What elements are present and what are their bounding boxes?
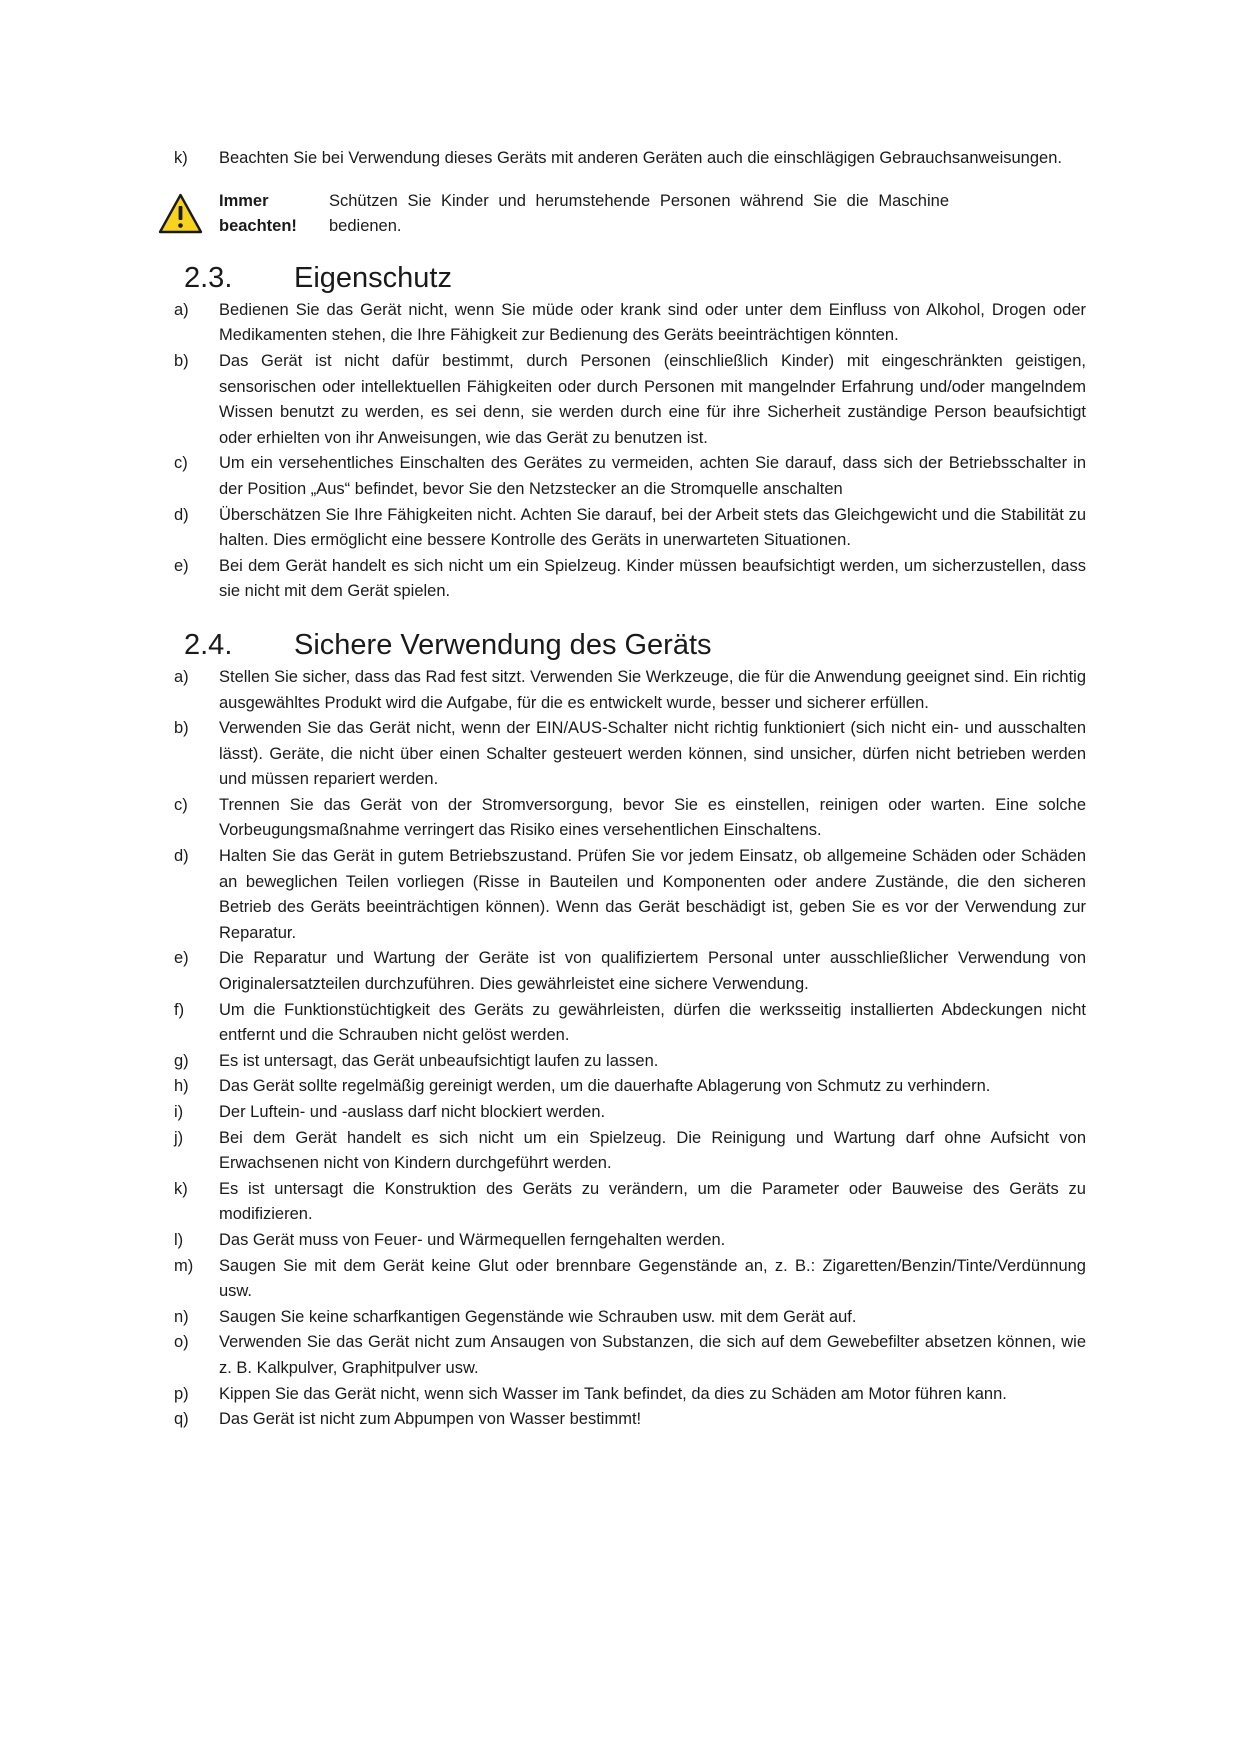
item-text: Verwenden Sie das Gerät nicht zum Ansaugen von Substanzen, die sich auf dem Gewebefilter absetzen können, wie z. B. Kalkpulver, Graphitpulver usw. (219, 1333, 1086, 1377)
warning-triangle-icon (158, 193, 203, 235)
item-text: Das Gerät sollte regelmäßig gereinigt werden, um die dauerhafte Ablagerung von Schmutz zu verhindern. (219, 1077, 991, 1096)
list-item (174, 1126, 1086, 1177)
list-item (174, 451, 1086, 502)
section-heading-2-3 (184, 260, 1086, 296)
item-text: Die Reparatur und Wartung der Geräte ist von qualifiziertem Personal unter ausschließlicher Verwendung von Originalersatzteilen durchzuführen. Dies gewährleistet eine sichere Verwendung. (219, 949, 1086, 994)
item-text: Bedienen Sie das Gerät nicht, wenn Sie müde oder krank sind oder unter dem Einfluss von Alkohol, Drogen oder Medikamenten stehen, die Ihre Fähigkeit zur Bedienung des Geräts beeinträchtigen könnten. (219, 300, 1086, 345)
list-item (174, 298, 1086, 349)
item-marker: q) (174, 1410, 189, 1429)
item-marker: b) (174, 719, 189, 738)
item-marker: i) (174, 1103, 184, 1121)
list-item (174, 1074, 1086, 1100)
list-item (174, 503, 1086, 554)
list-item (174, 793, 1086, 844)
section-2-3-list (174, 298, 1086, 605)
item-text: Es ist untersagt, das Gerät unbeaufsichtigt laufen zu lassen. (219, 1051, 659, 1070)
item-text: Trennen Sie das Gerät von der Stromversorgung, bevor Sie es einstellen, reinigen oder warten. Eine solche Vorbeugungsmaßnahme verringert das Risiko eines versehentlichen Einschaltens. (219, 795, 1086, 840)
list-item (174, 844, 1086, 946)
item-marker: e) (174, 556, 189, 575)
item-text: Es ist untersagt die Konstruktion des Geräts zu verändern, um die Parameter oder Bauweise des Geräts zu modifizieren. (219, 1179, 1086, 1224)
item-text: Das Gerät muss von Feuer- und Wärmequellen ferngehalten werden. (219, 1230, 726, 1249)
page-content (174, 146, 1086, 1433)
warning-label: Immer beachten! (219, 191, 297, 236)
section-heading-2-4 (184, 627, 1086, 663)
list-item (174, 998, 1086, 1049)
list-item (174, 1407, 1086, 1433)
item-marker: m) (174, 1256, 194, 1275)
item-marker: a) (174, 300, 189, 319)
item-text: Beachten Sie bei Verwendung dieses Geräts mit anderen Geräten auch die einschlägigen Gebrauchsanweisungen. (219, 149, 1062, 167)
list-item (174, 349, 1086, 451)
item-marker: j) (174, 1128, 184, 1147)
list-item (174, 665, 1086, 716)
item-text: Halten Sie das Gerät in gutem Betriebszustand. Prüfen Sie vor jedem Einsatz, ob allgemeine Schäden oder Schäden an beweglichen Teilen vorliegen (Risse in Bauteilen und Komponenten oder andere Zustände, die den sicheren Betrieb des Geräts beeinträchtigen können). Wenn das Gerät beschädigt ist, geben Sie es vor der Verwendung zur Reparatur. (219, 847, 1086, 942)
list-item (174, 1177, 1086, 1228)
list-item (174, 146, 1086, 172)
item-marker: k) (174, 1179, 188, 1198)
item-marker: g) (174, 1051, 189, 1070)
item-text: Um die Funktionstüchtigkeit des Geräts zu gewährleisten, dürfen die werksseitig installierten Abdeckungen nicht entfernt und die Schrauben nicht gelöst werden. (219, 1000, 1086, 1045)
list-item (174, 946, 1086, 997)
list-item (174, 1100, 1086, 1126)
list-item (174, 1330, 1086, 1381)
item-marker: a) (174, 667, 189, 686)
item-marker: h) (174, 1077, 189, 1096)
item-marker: n) (174, 1307, 189, 1326)
item-text: Bei dem Gerät handelt es sich nicht um ein Spielzeug. Kinder müssen beaufsichtigt werden, um sicherzustellen, dass sie nicht mit dem Gerät spielen. (219, 556, 1086, 601)
intro-list (174, 146, 1086, 172)
warning-note (158, 189, 1086, 240)
item-text: Saugen Sie keine scharfkantigen Gegenstände wie Schrauben usw. mit dem Gerät auf. (219, 1307, 857, 1326)
list-item (174, 1254, 1086, 1305)
item-marker: d) (174, 847, 189, 866)
item-marker: p) (174, 1384, 189, 1403)
item-text: Um ein versehentliches Einschalten des Gerätes zu vermeiden, achten Sie darauf, dass sich der Betriebsschalter in der Position „Aus“ befindet, bevor Sie den Netzstecker an die Stromquelle anschalten (219, 454, 1086, 498)
item-marker: c) (174, 795, 188, 814)
list-item (174, 554, 1086, 605)
list-item (174, 1049, 1086, 1075)
item-text: Das Gerät ist nicht dafür bestimmt, durch Personen (einschließlich Kinder) mit eingeschränkten geistigen, sensorischen oder intellektuellen Fähigkeiten oder durch Personen mit mangelnder Erfahrung und/oder mangelndem Wissen benutzt zu werden, es sei denn, sie werden durch eine für ihre Sicherheit zuständige Person beaufsichtigt oder erhielten von ihr Anweisungen, wie das Gerät zu benutzen ist. (219, 351, 1086, 447)
item-marker: k) (174, 149, 188, 167)
item-text: Stellen Sie sicher, dass das Rad fest sitzt. Verwenden Sie Werkzeuge, die für die Anwendung geeignet sind. Ein richtig ausgewähltes Produkt wird die Aufgabe, für die es entwickelt wurde, besser und sicherer erfüllen. (219, 667, 1086, 712)
item-text: Überschätzen Sie Ihre Fähigkeiten nicht. Achten Sie darauf, bei der Arbeit stets das Gleichgewicht und die Stabilität zu halten. Dies ermöglicht eine bessere Kontrolle des Geräts in unerwarteten Situationen. (219, 505, 1086, 550)
section-2-4-list (174, 665, 1086, 1433)
list-item (174, 1228, 1086, 1254)
warning-text: Schützen Sie Kinder und herumstehende Personen während Sie die Maschine bedienen. (329, 191, 949, 236)
section-number: 2.4. (184, 628, 233, 661)
section-number: 2.3. (184, 261, 233, 294)
section-title: Sichere Verwendung des Geräts (294, 628, 712, 661)
item-marker: b) (174, 351, 189, 370)
item-marker: d) (174, 505, 189, 524)
item-text: Verwenden Sie das Gerät nicht, wenn der EIN/AUS-Schalter nicht richtig funktioniert (sich nicht ein- und ausschalten lässt). Geräte, die nicht über einen Schalter gesteuert werden können, sind unsicher, dürfen nicht betrieben werden und müssen repariert werden. (219, 719, 1086, 789)
item-text: Das Gerät ist nicht zum Abpumpen von Wasser bestimmt! (219, 1410, 642, 1429)
item-marker: f) (174, 1000, 185, 1019)
item-text: Kippen Sie das Gerät nicht, wenn sich Wasser im Tank befindet, da dies zu Schäden am Motor führen kann. (219, 1384, 1007, 1403)
item-text: Bei dem Gerät handelt es sich nicht um ein Spielzeug. Die Reinigung und Wartung darf ohne Aufsicht von Erwachsenen nicht von Kindern durchgeführt werden. (219, 1128, 1086, 1173)
list-item (174, 1305, 1086, 1331)
list-item (174, 716, 1086, 793)
item-text: Der Luftein- und -auslass darf nicht blockiert werden. (219, 1103, 606, 1121)
item-marker: o) (174, 1333, 189, 1352)
item-marker: c) (174, 454, 188, 473)
section-title: Eigenschutz (294, 261, 452, 294)
item-marker: e) (174, 949, 189, 968)
item-text: Saugen Sie mit dem Gerät keine Glut oder brennbare Gegenstände an, z. B.: Zigaretten/Benzin/Tinte/Verdünnung usw. (219, 1256, 1086, 1301)
list-item (174, 1382, 1086, 1408)
item-marker: l) (174, 1230, 184, 1249)
